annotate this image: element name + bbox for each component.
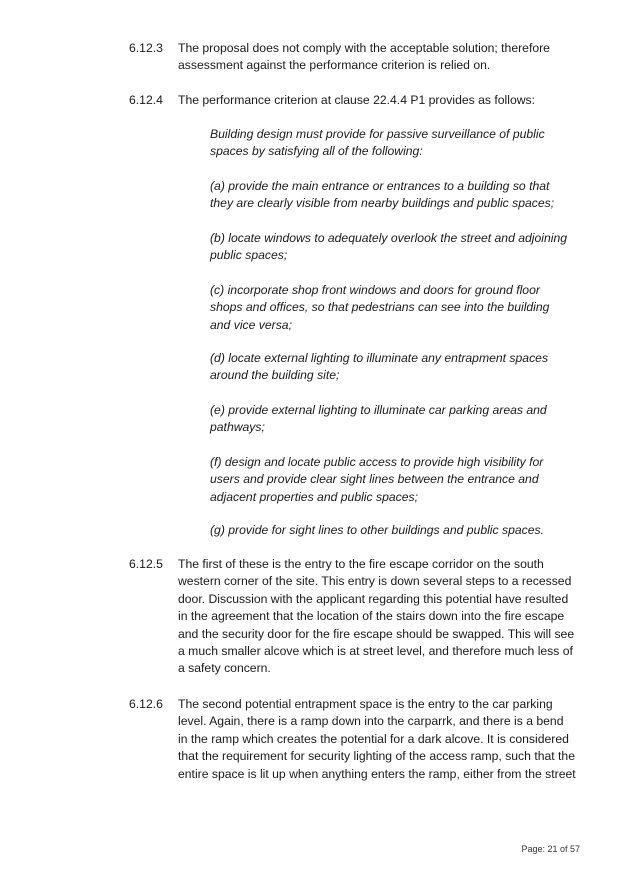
text-line: The second potential entrapment space is the entry to the car parking	[178, 697, 553, 711]
quote-line: Building design must provide for passive surveillance of public	[210, 127, 545, 141]
quote-line: (g) provide for sight lines to other buildings and public spaces.	[210, 523, 544, 537]
paragraph-number: 6.12.3	[129, 41, 163, 55]
text-line: western corner of the site. This entry is down several steps to a recessed	[178, 574, 572, 589]
text-line: a safety concern.	[178, 661, 271, 676]
paragraph-text	[178, 556, 578, 678]
quote-line: and vice versa;	[210, 317, 292, 332]
criterion-intro	[210, 126, 590, 161]
quote-line: around the building site;	[210, 368, 340, 383]
criterion-item-g	[210, 522, 590, 539]
quote-line: pathways;	[210, 420, 265, 435]
criterion-item-b	[210, 230, 590, 265]
paragraph-number: 6.12.5	[129, 557, 163, 571]
page-number: Page: 21 of 57	[521, 844, 580, 854]
text-line: entire space is lit up when anything enters the ramp, either from the street	[178, 766, 576, 781]
quote-line: adjacent properties and public spaces;	[210, 489, 418, 504]
quote-line: (b) locate windows to adequately overlook the street and adjoining	[210, 231, 568, 245]
quote-line: (f) design and locate public access to provide high visibility for	[210, 455, 544, 469]
paragraph-text	[178, 40, 578, 75]
text-line: The performance criterion at clause 22.4.4 P1 provides as follows:	[178, 93, 536, 107]
text-line: that the requirement for security lighting of the access ramp, such that the	[178, 749, 575, 764]
text-line: door. Discussion with the applicant regarding this potential have resulted	[178, 591, 569, 606]
quote-line: (e) provide external lighting to illuminate car parking areas and	[210, 403, 547, 417]
text-line: in the ramp which creates the potential for a dark alcove. It is considered	[178, 731, 569, 746]
text-line: and the security door for the fire escape should be swapped. This will see	[178, 626, 575, 641]
text-line: assessment against the performance criterion is relied on.	[178, 58, 491, 73]
quote-line: (c) incorporate shop front windows and doors for ground floor	[210, 283, 540, 297]
quote-line: users and provide clear sight lines between the entrance and	[210, 472, 539, 487]
quote-line: (d) locate external lighting to illuminate any entrapment spaces	[210, 351, 549, 365]
quote-line: (a) provide the main entrance or entrances to a building so that	[210, 179, 550, 193]
quote-line: public spaces;	[210, 248, 288, 263]
paragraph-text	[178, 92, 578, 109]
text-line: level. Again, there is a ramp down into the carparrk, and there is a bend	[178, 714, 564, 729]
criterion-item-d	[210, 350, 590, 385]
quote-line: spaces by satisfying all of the following:	[210, 144, 423, 159]
text-line: a much smaller alcove which is at street level, and therefore much less of	[178, 644, 573, 659]
text-line: in the agreement that the location of the stairs down into the fire escape	[178, 609, 565, 624]
criterion-item-c	[210, 282, 590, 334]
criterion-item-e	[210, 402, 590, 437]
paragraph-text	[178, 696, 578, 783]
paragraph-number: 6.12.4	[129, 93, 163, 107]
quote-line: they are clearly visible from nearby buildings and public spaces;	[210, 196, 555, 211]
paragraph-number: 6.12.6	[129, 697, 163, 711]
text-line: The first of these is the entry to the fire escape corridor on the south	[178, 557, 544, 571]
text-line: The proposal does not comply with the acceptable solution; therefore	[178, 41, 550, 55]
criterion-item-f	[210, 454, 590, 506]
quote-line: shops and offices, so that pedestrians can see into the building	[210, 300, 550, 315]
criterion-item-a	[210, 178, 590, 213]
